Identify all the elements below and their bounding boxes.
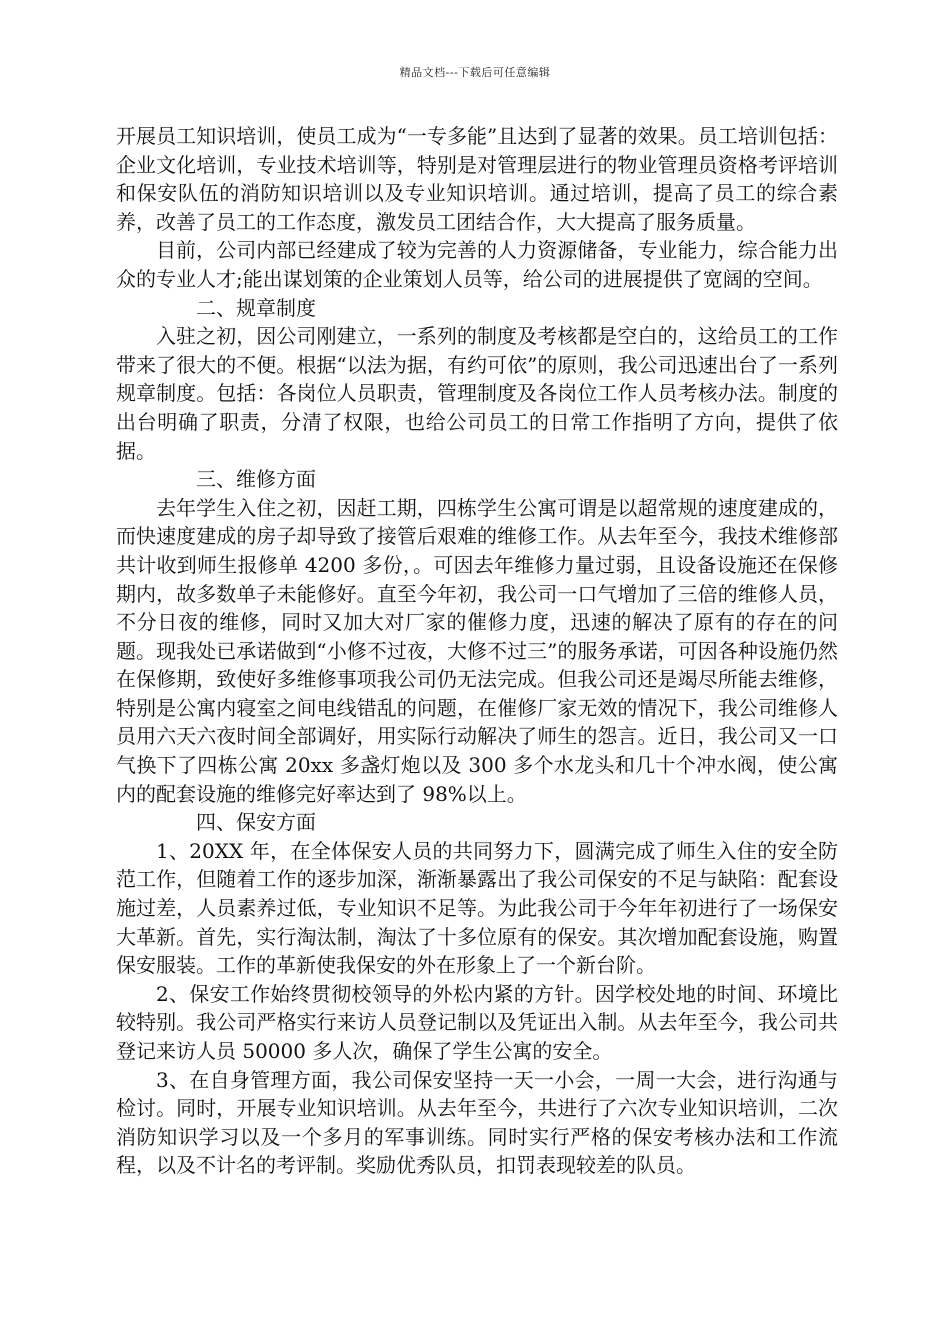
paragraph-maintenance: 去年学生入住之初，因赶工期，四栋学生公寓可谓是以超常规的速度建成的，而快速度建成的房子却导致了接管后艰难的维修工作。从去年至今，我技术维修部共计收到师生报修单 4200 多份，。可因去年维修力量过弱，且设备设施还在保修期内，故多数单子未能修好。直至今年初，我公司一口气增加了三倍的维修人员，不分日夜的维修，同时又加大对厂家的催修力度，迅速的解决了原有的存在的问题。现我处已承诺做到“小修不过夜，大修不过三”的服务承诺，可因各种设施仍然在保修期，致使好多维修事项我公司仍无法完成。但我公司还是竭尽所能去维修，特别是公寓内寝室之间电线错乱的问题，在催修厂家无效的情况下，我公司维修人员用六天六夜时间全部调好，用实际行动解决了师生的怨言。近日，我公司又一口气换下了四栋公寓 20xx 多盏灯炮以及 300 多个水龙头和几十个冲水阀，使公寓内的配套设施的维修完好率达到了 98%以上。 — [116, 495, 838, 806]
paragraph-security-3: 3、在自身管理方面，我公司保安坚持一天一小会，一周一大会，进行沟通与检讨。同时，开展专业知识培训。从去年至今，共进行了六次专业知识培训，二次消防知识学习以及一个多月的军事训练。同时实行严格的保安考核办法和工作流程，以及不计名的考评制。奖励优秀队员，扣罚表现较差的队员。 — [116, 1067, 838, 1178]
section-heading-rules: 二、规章制度 — [196, 295, 316, 320]
paragraph-rules: 入驻之初，因公司刚建立，一系列的制度及考核都是空白的，这给员工的工作带来了很大的不便。根据“以法为据，有约可依”的原则，我公司迅速出台了一系列规章制度。包括：各岗位人员职责，管理制度及各岗位工作人员考核办法。制度的出台明确了职责，分清了权限，也给公司员工的日常工作指明了方向，提供了依据。 — [116, 324, 838, 463]
section-heading-maintenance: 三、维修方面 — [196, 467, 316, 492]
paragraph-security-1: 1、20XX 年，在全体保安人员的共同努力下，圆满完成了师生入住的安全防范工作，但随着工作的逐步加深，渐渐暴露出了我公司保安的不足与缺陷：配套设施过差，人员素养过低，专业知识不足等。为此我公司于今年年初进行了一场保安大革新。首先，实行淘汰制，淘汰了十多位原有的保安。其次增加配套设施，购置保安服装。工作的革新使我保安的外在形象上了一个新台阶。 — [116, 838, 838, 978]
document-body — [116, 122, 838, 1180]
section-heading-security: 四、保安方面 — [196, 810, 316, 835]
running-header: 精品文档---下载后可任意编辑 — [399, 66, 551, 79]
paragraph-security-2: 2、保安工作始终贯彻校领导的外松内紧的方针。因学校处地的时间、环境比较特别。我公司严格实行来访人员登记制以及凭证出入制。从去年至今，我公司共登记来访人员 50000 多人次，确保了学生公寓的安全。 — [116, 981, 838, 1063]
paragraph-hr-reserve: 目前，公司内部已经建成了较为完善的人力资源储备，专业能力，综合能力出众的专业人才;能出谋划策的企业策划人员等，给公司的进展提供了宽阔的空间。 — [116, 238, 838, 291]
paragraph-training-continued: 开展员工知识培训，使员工成为“一专多能”且达到了显著的效果。员工培训包括：企业文化培训，专业技术培训等，特别是对管理层进行的物业管理员资格考评培训和保安队伍的消防知识培训以及专业知识培训。通过培训，提高了员工的综合素养，改善了员工的工作态度，激发员工团结合作，大大提高了服务质量。 — [116, 124, 838, 234]
